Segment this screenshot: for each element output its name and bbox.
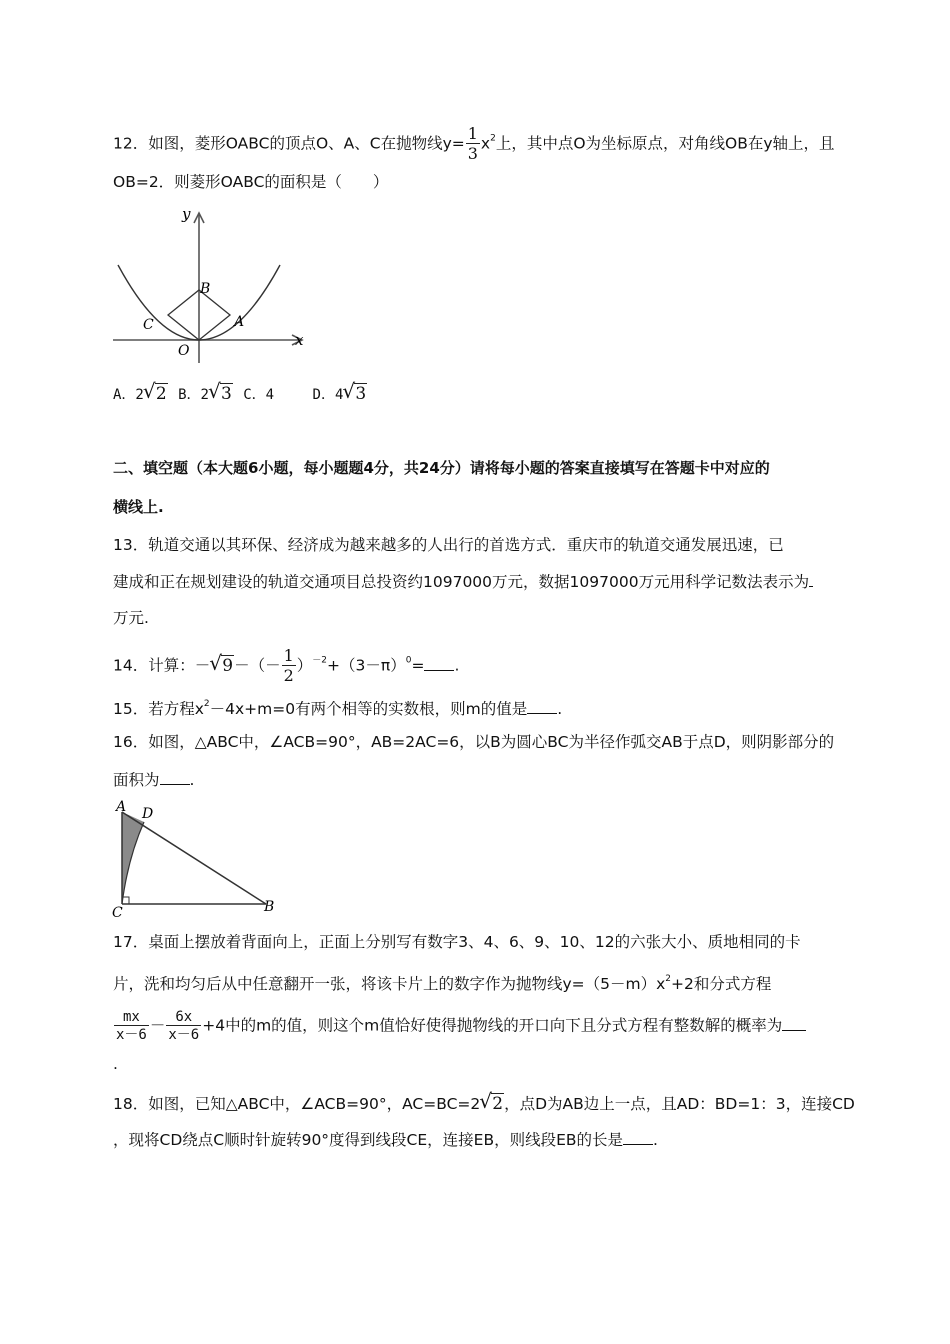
option-b-radicand: 3 xyxy=(220,384,232,404)
q16-line2 xyxy=(113,768,194,792)
q15-exponent: 2 xyxy=(203,699,210,709)
q14-frac-den: 2 xyxy=(283,666,294,685)
q18-line2-text: ，现将CD绕点C顺时针旋转90°度得到线段CE，连接EB，则线段EB的长是 xyxy=(113,1131,624,1149)
side-ab xyxy=(122,812,266,904)
q18-sqrt xyxy=(480,1092,504,1116)
q17-answer-blank xyxy=(782,1016,806,1031)
q13-line2-text: 建成和正在规划建设的轨道交通项目总投资约1097000万元，数据1097000万元用科学记数法表示为 xyxy=(113,573,810,591)
q17-line2-b: +2和分式方程 xyxy=(671,975,772,993)
option-a-prefix: A．2 xyxy=(113,387,144,403)
q18-end: . xyxy=(653,1131,658,1149)
q14-exponent-2: 0 xyxy=(405,655,412,666)
label-d: D xyxy=(142,806,154,822)
q18-line1-b: ，点D为AB边上一点，且AD：BD=1：3，连接CD xyxy=(504,1095,855,1113)
option-d xyxy=(312,384,368,404)
q14-answer-blank xyxy=(424,656,454,671)
q17-line3 xyxy=(113,1010,806,1042)
q17-line2 xyxy=(113,967,771,996)
q15-line xyxy=(113,692,562,721)
q14-mid2: +（3－π） xyxy=(327,656,406,675)
q12-text-x: x xyxy=(480,134,491,153)
q15-end: . xyxy=(557,700,563,718)
label-o: O xyxy=(178,343,190,359)
q16-answer-blank xyxy=(160,770,190,785)
q14-frac-num: 1 xyxy=(283,646,294,665)
q12-line1 xyxy=(113,126,835,162)
q18-line1 xyxy=(113,1092,855,1116)
option-b-sqrt xyxy=(209,382,233,406)
q15-prefix: 15．若方程x xyxy=(113,700,204,718)
q13-line3: 万元. xyxy=(113,609,149,627)
label-y: y xyxy=(182,205,191,223)
q17-line2-a: 片，洗和均匀后从中任意翻开一张，将该卡片上的数字作为抛物线y=（5－m）x xyxy=(113,975,666,993)
q13-line2 xyxy=(113,570,813,594)
q15-answer-blank xyxy=(527,699,557,714)
q17-minus: － xyxy=(149,1016,166,1035)
q17-line3-text: +4中的m的值，则这个m值恰好使得抛物线的开口向下且分式方程有整数解的概率为 xyxy=(202,1016,783,1035)
q14-sqrt xyxy=(210,654,234,678)
q17-line4: . xyxy=(113,1055,118,1073)
q12-parabola-figure xyxy=(110,205,310,365)
option-c: C．4 xyxy=(243,387,275,403)
q18-answer-blank xyxy=(623,1130,653,1145)
q18-line1-a: 18．如图，已知△ABC中，∠ACB=90°，AC=BC=2 xyxy=(113,1095,481,1113)
label-a: A xyxy=(116,799,127,815)
section2-heading: 二、填空题（本大题6小题，每小题题4分，共24分）请将每小题的答案直接填写在答题卡中对应的 xyxy=(113,459,770,477)
q17-f2-den: x－6 xyxy=(168,1027,200,1043)
q16-end: . xyxy=(189,771,195,789)
q16-line2-text: 面积为 xyxy=(113,771,160,789)
q14-fraction xyxy=(282,648,296,684)
q18-radicand: 2 xyxy=(492,1094,504,1114)
q17-exponent: 2 xyxy=(665,974,672,984)
option-b-prefix: B．2 xyxy=(178,387,209,403)
q14-prefix: 14．计算：－ xyxy=(113,656,211,675)
q17-line1: 17．桌面上摆放着背面向上，正面上分别写有数字3、4、6、9、10、12的六张大小、质地相同的卡 xyxy=(113,933,801,951)
option-a xyxy=(113,384,168,404)
q17-fraction-2 xyxy=(166,1010,201,1042)
option-a-sqrt xyxy=(144,382,168,406)
q14-close-paren: ） xyxy=(296,656,313,675)
q13-line1: 13．轨道交通以其环保、经济成为越来越多的人出行的首选方式．重庆市的轨道交通发展迅速，已 xyxy=(113,536,784,554)
option-d-prefix: D．4 xyxy=(312,387,344,403)
q14-end: . xyxy=(454,656,460,675)
q14-exponent-1: －2 xyxy=(312,655,328,666)
q12-frac-den: 3 xyxy=(467,144,478,163)
q15-rest: －4x+m=0有两个相等的实数根，则m的值是 xyxy=(209,700,528,718)
q12-fraction xyxy=(466,126,480,162)
option-d-sqrt xyxy=(343,382,367,406)
q14-equals: = xyxy=(411,656,425,675)
option-a-radicand: 2 xyxy=(155,384,167,404)
q17-f2-num: 6x xyxy=(166,1010,201,1026)
option-b xyxy=(178,384,233,404)
label-b: B xyxy=(200,281,211,297)
q14-radicand: 9 xyxy=(222,655,234,676)
q12-frac-num: 1 xyxy=(467,124,478,143)
q12-line2: OB=2．则菱形OABC的面积是（ ） xyxy=(113,173,389,191)
q12-text-c: 上，其中点O为坐标原点，对角线OB在y轴上，且 xyxy=(495,134,835,153)
q18-line2 xyxy=(113,1128,658,1152)
q17-fraction-1 xyxy=(114,1010,149,1042)
label-b: B xyxy=(264,899,275,915)
q17-f1-num: mx xyxy=(114,1010,149,1026)
q13-answer-blank xyxy=(809,572,813,587)
q16-line1: 16．如图，△ABC中，∠ACB=90°，AB=2AC=6，以B为圆心BC为半径作弧交AB于点D，则阴影部分的 xyxy=(113,733,835,751)
label-a: A xyxy=(234,314,245,330)
label-c: C xyxy=(112,905,123,920)
q14-mid: －（－ xyxy=(234,656,281,675)
q14-line xyxy=(113,648,459,684)
label-x: x xyxy=(295,331,304,349)
q12-text-a: 12．如图，菱形OABC的顶点O、A、C在抛物线y= xyxy=(113,134,465,153)
option-d-radicand: 3 xyxy=(355,384,367,404)
q12-exponent: 2 xyxy=(490,133,496,144)
label-c: C xyxy=(143,317,154,333)
shaded-region xyxy=(122,812,144,904)
q17-f1-den: x－6 xyxy=(116,1027,147,1043)
section2-heading-line2: 横线上. xyxy=(113,498,164,516)
q12-options xyxy=(113,382,367,407)
q16-triangle-figure xyxy=(108,798,283,920)
